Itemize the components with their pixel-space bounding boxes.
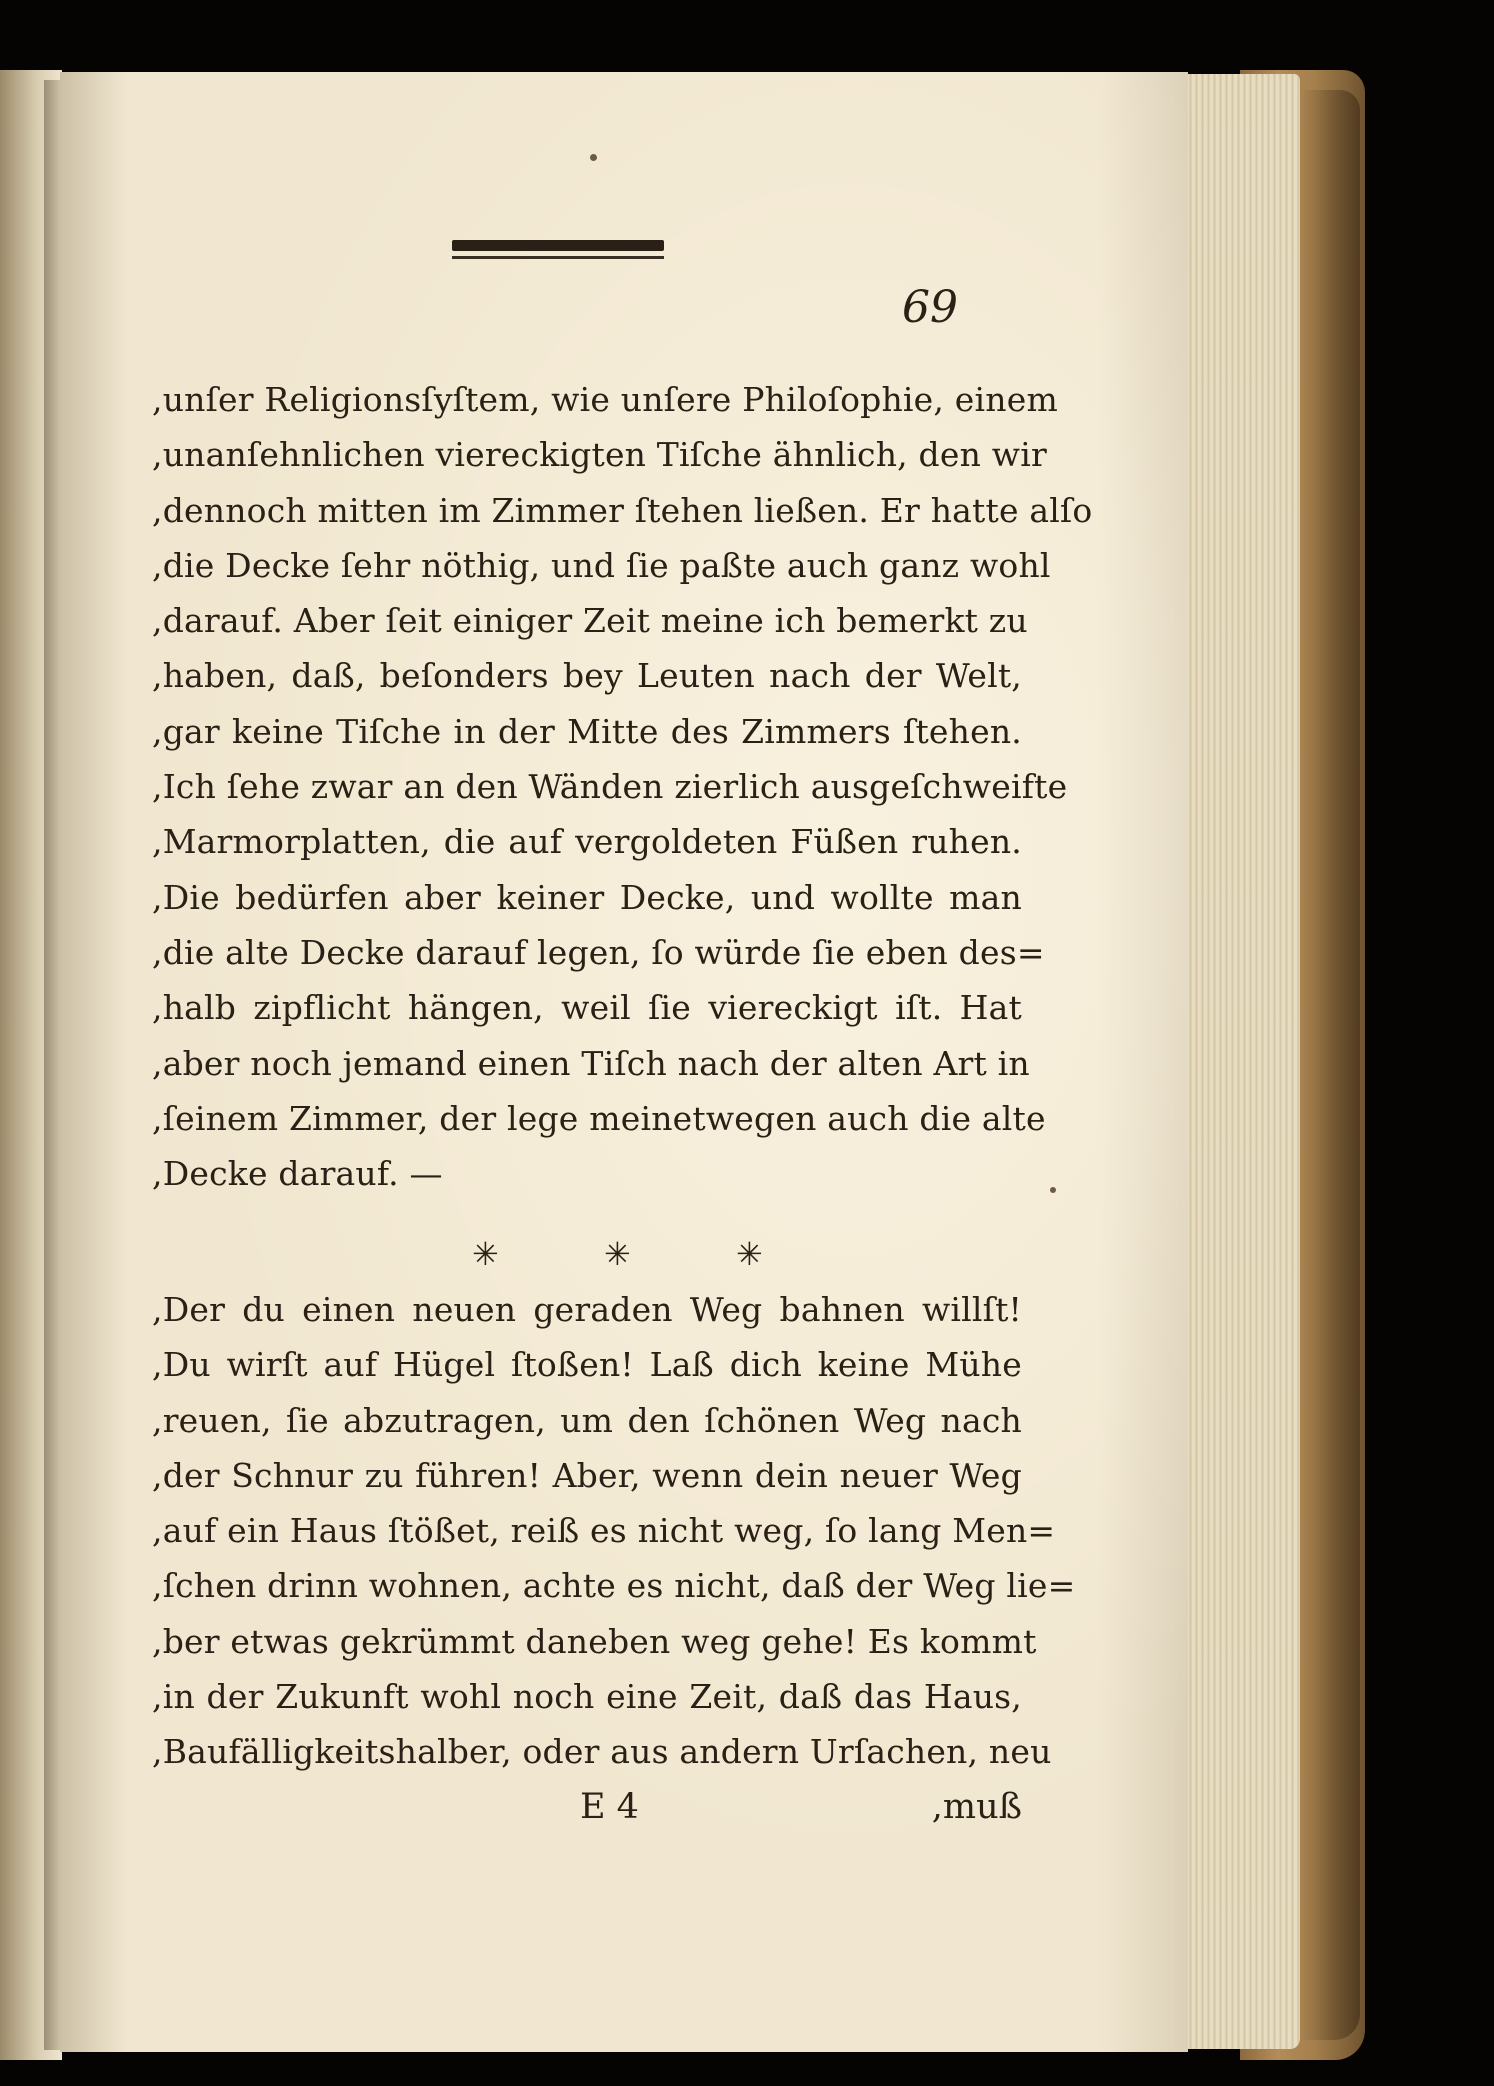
catchword: ,muß — [931, 1787, 1022, 1827]
text-line: ,die alte Decke darauf legen, ſo würde ſie eben des= — [152, 932, 1045, 972]
paper-speck — [1050, 1187, 1056, 1193]
section-separator — [152, 1232, 1022, 1276]
page-footer — [152, 1777, 1022, 1837]
text-line: ,Der du einen neuen geraden Weg bahnen willſt! — [152, 1290, 1022, 1329]
text-line: ,Ich ſehe zwar an den Wänden zierlich ausgeſchweifte — [152, 767, 1068, 807]
text-line: ,halb zipflicht hängen, weil ſie viereckigt iſt. Hat — [152, 988, 1022, 1028]
header-rule — [452, 240, 664, 251]
text-line: ,Baufälligkeitshalber, oder aus andern Urſachen, neu — [152, 1732, 1052, 1772]
text-line: ,die Decke ſehr nöthig, und ſie paßte auch ganz wohl — [152, 545, 1051, 585]
text-line: ,unanſehnlichen viereckigten Tiſche ähnlich, den wir — [152, 435, 1047, 475]
text-line: ,Du wirſt auf Hügel ſtoßen! Laß dich keine Mühe — [152, 1345, 1022, 1385]
text-passage-2 — [152, 1282, 1076, 1780]
text-line: ,auf ein Haus ſtößet, reiß es nicht weg, ſo lang Men= — [152, 1511, 1056, 1551]
text-line: ,haben, daß, beſonders bey Leuten nach der Welt, — [152, 656, 1022, 696]
text-line: ,Die bedürfen aber keiner Decke, und wollte man — [152, 877, 1022, 917]
asterism-star-icon: ✳ — [604, 1235, 631, 1273]
asterism-star-icon: ✳ — [472, 1235, 499, 1273]
text-line: ,dennoch mitten im Zimmer ſtehen ließen. Er hatte alſo — [152, 490, 1093, 530]
text-line: ,ſeinem Zimmer, der lege meinetwegen auch die alte — [152, 1098, 1046, 1138]
text-line: ,aber noch jemand einen Tiſch nach der alten Art in — [152, 1043, 1030, 1083]
text-line: ,in der Zukunft wohl noch eine Zeit, daß das Haus, — [152, 1677, 1022, 1717]
signature-mark: E 4 — [580, 1787, 639, 1827]
header-rule-underline — [452, 256, 664, 259]
text-line: ,reuen, ſie abzutragen, um den ſchönen Weg nach — [152, 1400, 1022, 1440]
cover-shadow — [1300, 90, 1360, 2040]
text-line: ,ber etwas gekrümmt daneben weg gehe! Es kommt — [152, 1621, 1037, 1661]
text-line: ,darauf. Aber ſeit einiger Zeit meine ich bemerkt zu — [152, 601, 1028, 641]
page-number: 69 — [902, 282, 958, 333]
text-passage-1 — [152, 372, 1093, 1201]
text-line: ,der Schnur zu führen! Aber, wenn dein neuer Weg — [152, 1455, 1022, 1495]
text-line: ,Decke darauf. — — [152, 1154, 443, 1194]
text-line: ,unſer Religionsſyſtem, wie unſere Philoſophie, einem — [152, 380, 1058, 419]
paper-speck — [590, 154, 597, 161]
page-block-edges — [1180, 74, 1300, 2049]
text-line: ,gar keine Tiſche in der Mitte des Zimmers ſtehen. — [152, 711, 1022, 751]
text-line: ,ſchen drinn wohnen, achte es nicht, daß der Weg lie= — [152, 1566, 1076, 1606]
asterism-star-icon: ✳ — [736, 1235, 763, 1273]
text-line: ,Marmorplatten, die auf vergoldeten Füßen ruhen. — [152, 822, 1022, 862]
book-page — [60, 72, 1188, 2052]
